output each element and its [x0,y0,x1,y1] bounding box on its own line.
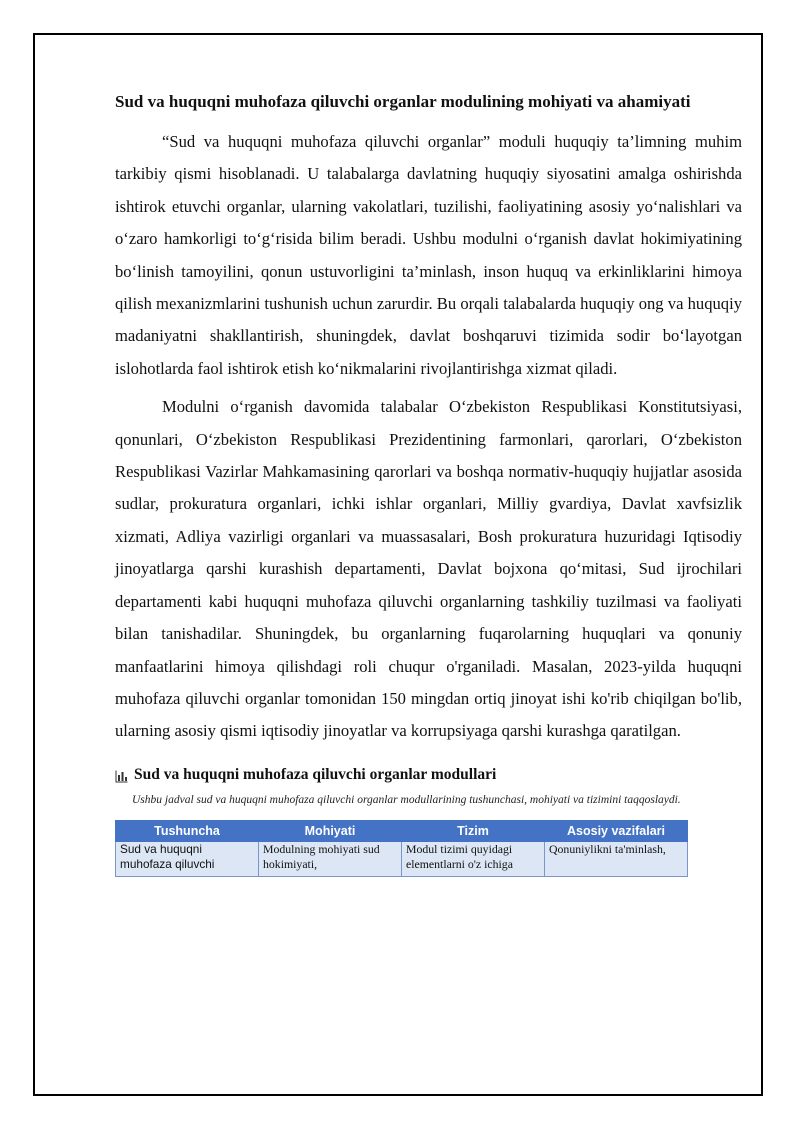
column-header: Tushuncha [116,820,259,841]
column-header: Tizim [402,820,545,841]
table-cell: Qonuniylikni ta'minlash, [545,841,688,876]
table-cell: Modul tizimi quyidagi elementlarni o'z ichiga [402,841,545,876]
table-caption [115,764,742,786]
column-header: Mohiyati [259,820,402,841]
paragraph-study: Modulni o‘rganish davomida talabalar O‘zbekiston Respublikasi Konstitutsiyasi, qonunlari, O‘zbekiston Respublikasi Prezidentining farmonlari, qarorlari, O‘zbekiston Respublikasi Vazirlar Mahkamasining qarorlari va boshqa normativ-huquqiy hujjatlar asosida sudlar, prokuratura organlari, ichki ishlar organlari, Milliy gvardiya, Davlat xavfsizlik xizmati, Adliya vazirligi organlari va muassasalari, Bosh prokuratura huzuridagi Iqtisodiy jinoyatlarga qarshi kurashish departamenti, Davlat bojxona qo‘mitasi, Sud ijrochilari departamenti kabi huquqni muhofaza qiluvchi organlarning tashkiliy tuzilmasi va faoliyati bilan tanishadilar. Shuningdek, bu organlarning fuqarolarning huquqlari va qonuniy manfaatlarini himoya qilishdagi roli chuqur o'rganiladi. Masalan, 2023-yilda huquqni muhofaza qiluvchi organlar tomonidan 150 mingdan ortiq jinoyat ishi ko'rib chiqilgan bo'lib, ularning asosiy qismi iqtisodiy jinoyatlar va korrupsiyaga qarshi kurashga qaratilgan. [115,397,742,741]
bar-chart-icon [115,768,128,781]
column-header: Asosiy vazifalari [545,820,688,841]
table-note: Ushbu jadval sud va huquqni muhofaza qiluvchi organlar modullarining tushunchasi, mohiyati va tizimini taqqoslaydi. [132,793,681,806]
section-heading: Sud va huquqni muhofaza qiluvchi organlar modulining mohiyati va ahamiyati [115,92,691,111]
document-body [115,88,742,877]
table-caption-text: Sud va huquqni muhofaza qiluvchi organlar modullari [134,765,497,783]
table-cell: Modulning mohiyati sud hokimiyati, [259,841,402,876]
table-row [116,841,688,876]
table-header-row [116,820,688,841]
modules-table [115,820,688,877]
table-cell: Sud va huquqni muhofaza qiluvchi [116,841,259,876]
paragraph-intro: “Sud va huquqni muhofaza qiluvchi organlar” moduli huquqiy ta’limning muhim tarkibiy qismi hisoblanadi. U talabalarga davlatning huquqiy siyosatini amalga oshirishda ishtirok etuvchi organlar, ularning vakolatlari, tuzilishi, faoliyatining asosiy yo‘nalishlari va o‘zaro hamkorligi to‘g‘risida bilim beradi. Ushbu modulni o‘rganish davlat hokimiyatining bo‘linish tamoyilini, qonun ustuvorligini ta’minlash, inson huquq va erkinliklarini himoya qilish mexanizmlarini tushunish uchun zarurdir. Bu orqali talabalarda huquqiy ong va huquqiy madaniyatni shakllantirish, shuningdek, davlat boshqaruvi tizimida sodir bo‘layotgan islohotlarda faol ishtirok etish ko‘nikmalarini rivojlantirishga xizmat qiladi. [115,132,742,378]
